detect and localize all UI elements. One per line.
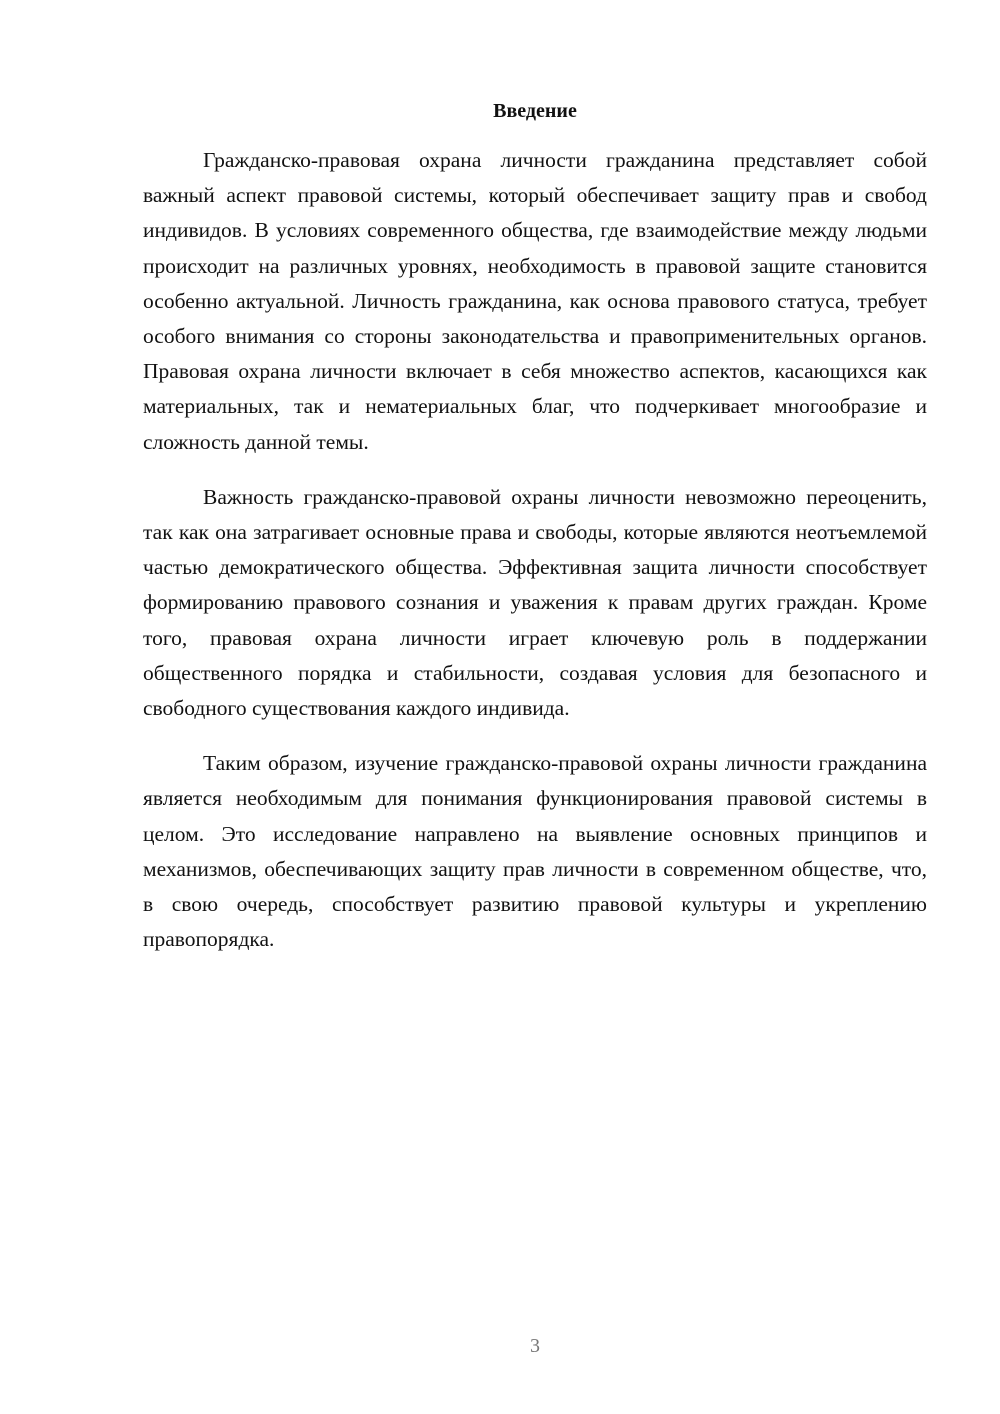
body-text <box>143 143 927 977</box>
paragraph-1: Гражданско-правовая охрана личности гражданина представляет собой важный аспект правовой системы, который обеспечивает защиту прав и свобод индивидов. В условиях современного общества, где взаимодействие между людьми происходит на различных уровнях, необходимость в правовой защите становится особенно актуальной. Личность гражданина, как основа правового статуса, требует особого внимания со стороны законодательства и правоприменительных органов. Правовая охрана личности включает в себя множество аспектов, касающихся как материальных, так и нематериальных благ, что подчеркивает многообразие и сложность данной темы. <box>143 148 927 454</box>
paragraph-3: Таким образом, изучение гражданско-правовой охраны личности гражданина является необходимым для понимания функционирования правовой системы в целом. Это исследование направлено на выявление основных принципов и механизмов, обеспечивающих защиту прав личности в современном обществе, что, в свою очередь, способствует развитию правовой культуры и укреплению правопорядка. <box>143 751 927 952</box>
page-number: 3 <box>530 1335 540 1357</box>
paragraph-2: Важность гражданско-правовой охраны личности невозможно переоценить, так как она затрагивает основные права и свободы, которые являются неотъемлемой частью демократического общества. Эффективная защита личности способствует формированию правового сознания и уважения к правам других граждан. Кроме того, правовая охрана личности играет ключевую роль в поддержании общественного порядка и стабильности, создавая условия для безопасного и свободного существования каждого индивида. <box>143 484 927 721</box>
section-heading: Введение <box>493 100 577 122</box>
